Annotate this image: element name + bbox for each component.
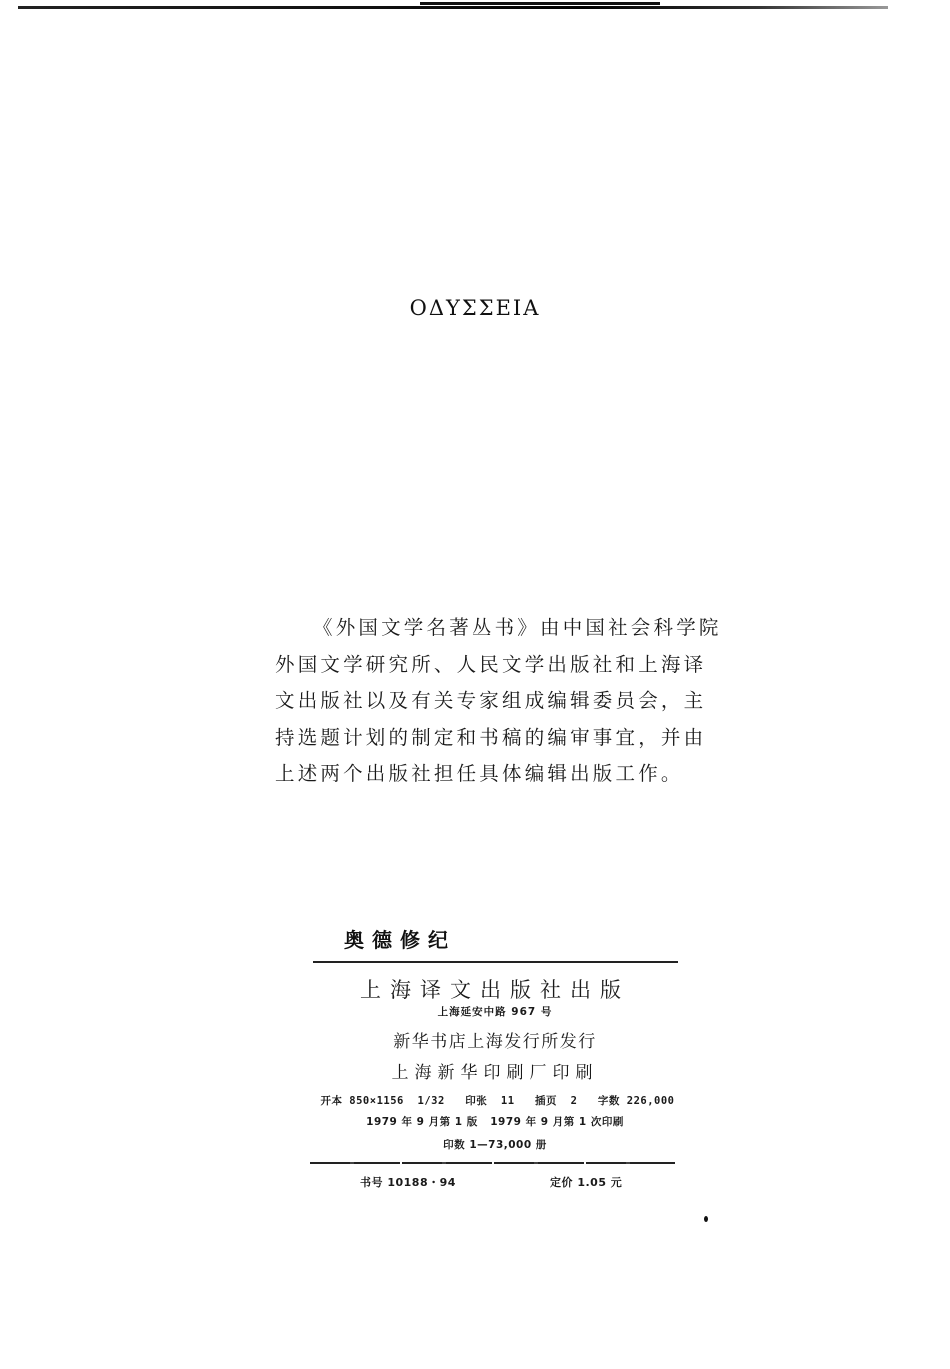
edition-info: 1979 年 9 月第 1 版 1979 年 9 月第 1 次印刷 [366,1116,624,1128]
printer-line: 上海新华印刷厂印刷 [391,1063,599,1083]
book-number: 书号 10188・94 [360,1176,456,1189]
colophon-top-rule [313,961,678,963]
colophon-bottom-rule [310,1162,675,1164]
greek-title: ΟΔΥΣΣΕΙΑ [409,296,541,320]
print-run: 印数 1—73,000 册 [443,1139,547,1151]
scan-speck [704,1216,708,1222]
series-intro-paragraph: 《外国文学名著丛书》由中国社会科学院外国文学研究所、人民文学出版社和上海译文出版社以及有关专家组成编辑委员会，主持选题计划的制定和书稿的编审事宜，并由上述两个出版社担任具体编辑出版工作。 [275,616,722,785]
format-specs: 开本 850×1156 1/32 印张 11 插页 2 字数 226,000 [320,1095,675,1107]
price: 定价 1.05 元 [550,1176,623,1189]
publisher-line: 上海译文出版社出版 [360,978,630,1002]
distributor-line: 新华书店上海发行所发行 [393,1032,597,1052]
publisher-address: 上海延安中路 967 号 [437,1006,553,1018]
scan-top-edge [18,6,888,9]
book-title: 奥德修纪 [344,928,456,952]
scan-top-edge-dark [420,2,660,5]
